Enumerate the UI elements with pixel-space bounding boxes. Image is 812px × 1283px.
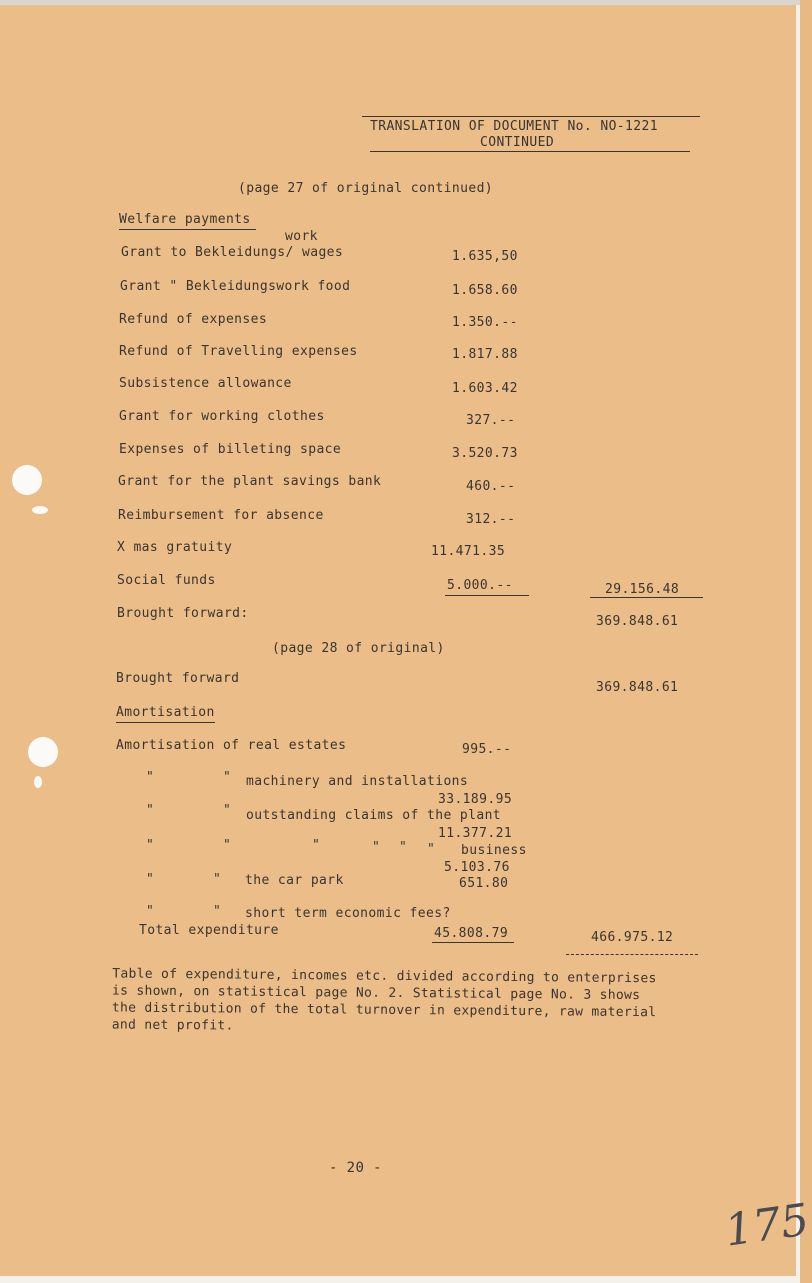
ditto-mark: " bbox=[223, 838, 232, 853]
welfare-item-label: X mas gratuity bbox=[117, 540, 233, 555]
amortisation-heading-underline bbox=[116, 722, 215, 723]
page28-note: (page 28 of original) bbox=[272, 641, 445, 656]
ditto-mark: " bbox=[213, 872, 222, 887]
welfare-heading-underline bbox=[119, 229, 256, 230]
welfare-item-amount: 5.000.-- bbox=[447, 578, 513, 593]
brought-forward-label: Brought forward: bbox=[117, 606, 249, 621]
welfare-item-label: Grant for working clothes bbox=[119, 409, 325, 424]
ditto-mark: " bbox=[146, 770, 155, 785]
claims-amount: 11.377.21 bbox=[438, 826, 513, 841]
ditto-mark: " bbox=[399, 840, 408, 855]
header-bottom-rule bbox=[370, 151, 690, 152]
header-top-rule bbox=[362, 116, 700, 117]
ditto-mark: " bbox=[312, 838, 321, 853]
welfare-item-amount: 1.817.88 bbox=[452, 347, 518, 362]
page-number: - 20 - bbox=[329, 1160, 382, 1176]
ditto-mark: " bbox=[146, 872, 155, 887]
welfare-item-label: Reimbursement for absence bbox=[118, 508, 324, 523]
business-amount: 5.103.76 bbox=[444, 860, 510, 875]
handwritten-page-stamp: 175 bbox=[721, 1194, 812, 1257]
welfare-item-label: Subsistence allowance bbox=[119, 376, 292, 391]
welfare-item-amount: 1.603.42 bbox=[452, 381, 518, 396]
welfare-item-label: Grant for the plant savings bank bbox=[118, 474, 382, 489]
ditto-mark: " bbox=[372, 840, 381, 855]
punch-hole-fragment bbox=[32, 506, 48, 514]
ditto-mark: " bbox=[427, 842, 436, 857]
welfare-item-label: Grant to Bekleidungs/ wages bbox=[121, 245, 344, 260]
paragraph-line: and net profit. bbox=[111, 1017, 234, 1034]
punch-hole bbox=[12, 465, 42, 495]
paragraph-line: is shown, on statistical page No. 2. Statistical page No. 3 shows bbox=[112, 983, 641, 1004]
paragraph-line: the distribution of the total turnover in expenditure, raw material bbox=[111, 1000, 657, 1021]
grand-total: 466.975.12 bbox=[591, 930, 674, 945]
brought-forward-amount: 369.848.61 bbox=[596, 614, 679, 629]
car-park-label: the car park bbox=[245, 873, 344, 888]
page28-brought-forward-label: Brought forward bbox=[116, 671, 240, 686]
welfare-item-amount: 1.635,50 bbox=[452, 249, 518, 264]
ditto-mark: " bbox=[146, 904, 155, 919]
work-insert: work bbox=[285, 229, 318, 244]
welfare-item-amount: 312.-- bbox=[466, 512, 516, 527]
welfare-total: 29.156.48 bbox=[605, 582, 680, 597]
welfare-item-amount: 3.520.73 bbox=[452, 446, 518, 461]
ditto-mark: " bbox=[146, 803, 155, 818]
page28-brought-forward-amount: 369.848.61 bbox=[596, 680, 679, 695]
short-term-label: short term economic fees? bbox=[245, 906, 451, 921]
ditto-mark: " bbox=[213, 904, 222, 919]
welfare-subtotal-rule bbox=[445, 595, 529, 596]
machinery-amount: 33.189.95 bbox=[438, 792, 513, 807]
car-park-amount: 651.80 bbox=[459, 876, 509, 891]
welfare-total-rule bbox=[590, 597, 703, 598]
welfare-item-amount: 460.-- bbox=[466, 479, 516, 494]
welfare-item-amount: 11.471.35 bbox=[431, 544, 506, 559]
welfare-item-label: Social funds bbox=[117, 573, 216, 588]
welfare-item-amount: 1.350.-- bbox=[452, 315, 518, 330]
ditto-mark: " bbox=[223, 770, 232, 785]
document-subtitle: CONTINUED bbox=[480, 135, 555, 150]
scan-edge bbox=[0, 0, 800, 5]
page27-note: (page 27 of original continued) bbox=[238, 181, 494, 196]
welfare-item-amount: 1.658.60 bbox=[452, 283, 518, 298]
amortisation-real-estates-label: Amortisation of real estates bbox=[116, 738, 347, 753]
welfare-item-label: Expenses of billeting space bbox=[119, 442, 342, 457]
punch-hole-fragment bbox=[34, 776, 42, 788]
machinery-label: machinery and installations bbox=[246, 774, 469, 789]
ditto-mark: " bbox=[146, 838, 155, 853]
welfare-item-label: Grant " Bekleidungswork food bbox=[120, 279, 351, 294]
welfare-item-amount: 327.-- bbox=[466, 413, 516, 428]
paragraph-line: Table of expenditure, incomes etc. divided according to enterprises bbox=[112, 966, 657, 987]
business-label: business bbox=[461, 843, 527, 858]
amortisation-total: 45.808.79 bbox=[434, 926, 509, 941]
amortisation-real-estates-amount: 995.-- bbox=[462, 742, 512, 757]
punch-hole bbox=[28, 737, 58, 767]
ditto-mark: " bbox=[223, 803, 232, 818]
welfare-item-label: Refund of expenses bbox=[119, 312, 268, 327]
welfare-item-label: Refund of Travelling expenses bbox=[119, 344, 358, 359]
document-title: TRANSLATION OF DOCUMENT No. NO-1221 bbox=[370, 119, 658, 134]
closing-paragraph bbox=[112, 965, 693, 1038]
amortisation-total-rule bbox=[432, 942, 514, 943]
grand-total-rule bbox=[566, 954, 698, 956]
total-expenditure-label: Total expenditure bbox=[139, 923, 279, 938]
welfare-heading: Welfare payments bbox=[119, 212, 251, 227]
amortisation-heading: Amortisation bbox=[116, 705, 215, 720]
claims-label: outstanding claims of the plant bbox=[246, 808, 502, 823]
